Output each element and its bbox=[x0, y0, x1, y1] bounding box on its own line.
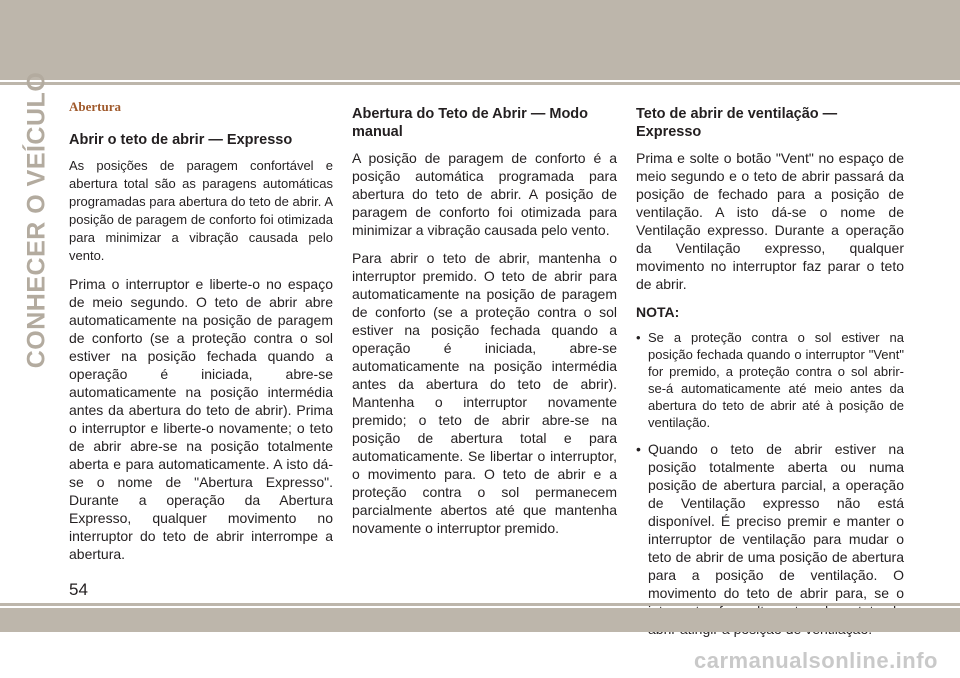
note-item: • Se a proteção contra o sol estiver na posição fechada quando o interruptor "Vent" for premido, a proteção contra o sol abrir-se-á automaticamente até meio antes da abertura do teto de abrir até à posição de ventilação. bbox=[636, 329, 904, 431]
footer-band bbox=[0, 608, 960, 632]
section-label: Abertura bbox=[69, 99, 121, 114]
header-rule bbox=[0, 82, 960, 85]
chapter-tab bbox=[22, 71, 52, 369]
heading-manual-mode: Abertura do Teto de Abrir — Modo manual bbox=[352, 106, 589, 140]
page-number: 54 bbox=[69, 580, 88, 599]
column-2 bbox=[352, 99, 617, 547]
paragraph: Para abrir o teto de abrir, mantenha o interruptor premido. O teto de abrir para automaticamente na posição de paragem de conforto (se a proteção contra o sol estiver na posição fechada quando a operação é iniciada, abre-se automaticamente na posição intermédia antes da abertura do teto de abrir). Mantenha o interruptor novamente premido; o teto de abrir abre-se na posição de abertura total e para automaticamente. Se libertar o interruptor, o movimento para. O teto de abrir e a proteção contra o sol permanecem parcialmente abertos até que mantenha novamente o interruptor premido. bbox=[352, 250, 617, 536]
heading-express-open: Abrir o teto de abrir — Expresso bbox=[69, 132, 293, 148]
paragraph: As posições de paragem confortável e abertura total são as paragens automáticas programadas para abertura do teto de abrir. A posição de paragem de conforto foi otimizada para minimizar a vibração causada pelo vento. bbox=[69, 158, 333, 263]
paragraph: Prima o interruptor e liberte-o no espaço de meio segundo. O teto de abrir abre automaticamente na posição de paragem de conforto (se a proteção contra o sol estiver na posição fechada quando a operação é iniciada, abre-se automaticamente na posição intermédia antes da abertura do teto de abrir). Prima o interruptor e liberte-o novamente; o teto de abrir abre-se na posição totalmente aberta e para automaticamente. A isto dá-se o nome de "Abertura Expresso". Durante a operação da Abertura Expresso, qualquer movimento no interruptor do teto de abrir interrompe a abertura. bbox=[69, 276, 333, 562]
chapter-tab-label: CONHECER O VEÍCULO bbox=[22, 71, 51, 369]
heading-vent-express: Teto de abrir de ventilação — Expresso bbox=[636, 106, 838, 140]
column-3 bbox=[636, 99, 904, 647]
column-1 bbox=[69, 99, 333, 573]
paragraph: A posição de paragem de conforto é a posição automática programada para abertura do teto de abrir. A posição de paragem de conforto foi otimizada para minimizar a vibração causada pelo vento. bbox=[352, 150, 617, 238]
watermark: carmanualsonline.info bbox=[694, 648, 938, 673]
note-list bbox=[636, 329, 904, 638]
note-item: • Quando o teto de abrir estiver na posição totalmente aberta ou numa posição de abertura parcial, a operação de Ventilação expresso não está disponível. É preciso premir e manter o interruptor de ventilação para mudar o teto de abrir de uma posição de abertura para a posição de ventilação. O movimento do teto de abrir para, se o bbox=[636, 440, 904, 638]
paragraph: Prima e solte o botão "Vent" no espaço de meio segundo e o teto de abrir passará da posição de fechado para a posição de ventilação. A isto dá-se o nome de Ventilação expresso. Durante a operação da Ventilação expresso, qualquer movimento no interruptor faz parar o teto de abrir. bbox=[636, 150, 904, 292]
header-band bbox=[0, 0, 960, 80]
footer-rule bbox=[0, 603, 960, 606]
note-title: NOTA: bbox=[636, 304, 680, 320]
